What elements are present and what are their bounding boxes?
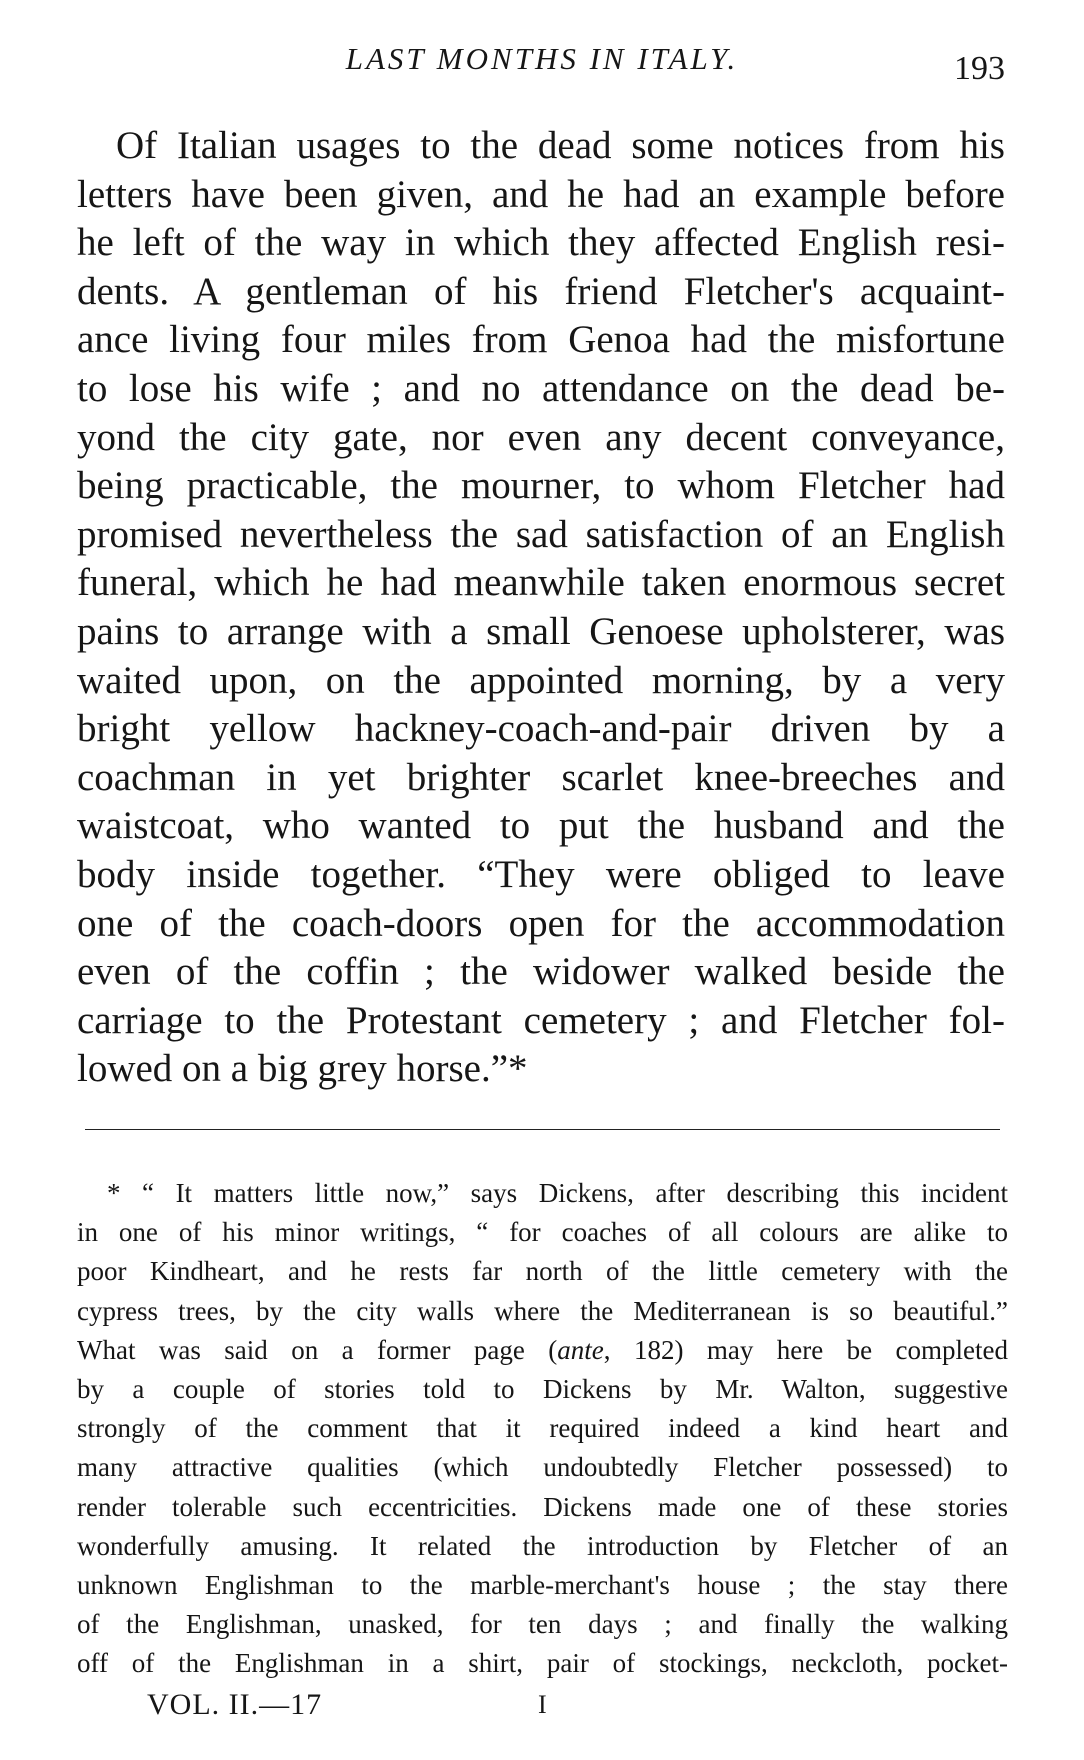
body-line: yond the city gate, nor even any decent conveyance,: [77, 415, 1005, 459]
footnote-line: * “ It matters little now,” says Dickens, after describing this incident: [107, 1178, 1008, 1208]
body-line: body inside together. “They were obliged to leave: [77, 852, 1005, 896]
body-line: promised nevertheless the sad satisfaction of an English: [77, 512, 1005, 556]
footnote-text: , 182) may here be completed: [603, 1334, 1008, 1365]
body-line: pains to arrange with a small Genoese upholsterer, was: [77, 609, 1005, 653]
body-line: one of the coach-doors open for the accommodation: [77, 901, 1005, 945]
footnote-line: cypress trees, by the city walls where the Mediterranean is so beautiful.”: [77, 1295, 1008, 1326]
body-line: to lose his wife ; and no attendance on the dead be-: [77, 366, 1005, 410]
footnote: [77, 1174, 1008, 1683]
body-line: letters have been given, and he had an example before: [77, 172, 1005, 216]
footnote-line: [77, 1331, 1008, 1370]
body-line: funeral, which he had meanwhile taken enormous secret: [77, 561, 1005, 605]
italic-reference: ante: [557, 1334, 604, 1365]
running-head: LAST MONTHS IN ITALY.: [345, 41, 739, 76]
body-line: bright yellow hackney-coach-and-pair driven by a: [77, 707, 1005, 751]
footnote-separator: [85, 1129, 1000, 1130]
body-paragraph: [77, 122, 1005, 1094]
volume-signature: VOL. II.—17: [147, 1688, 323, 1721]
body-line: being practicable, the mourner, to whom Fletcher had: [77, 464, 1005, 508]
footnote-line: unknown Englishman to the marble-merchant's house ; the stay there: [77, 1569, 1008, 1600]
body-line: Of Italian usages to the dead some notices from his: [116, 124, 1005, 167]
body-line: carriage to the Protestant cemetery ; and Fletcher fol-: [77, 998, 1005, 1042]
body-line: lowed on a big grey horse.”*: [77, 1047, 528, 1091]
footnote-line: poor Kindheart, and he rests far north of the little cemetery with the: [77, 1256, 1008, 1287]
signature-mark: I: [538, 1690, 547, 1719]
footnote-text: What was said on a former page (: [77, 1334, 558, 1365]
footnote-line: off of the Englishman in a shirt, pair of stockings, neckcloth, pocket-: [77, 1648, 1008, 1679]
footnote-line: of the Englishman, unasked, for ten days ; and finally the walking: [77, 1609, 1008, 1640]
footnote-line: render tolerable such eccentricities. Dickens made one of these stories: [77, 1491, 1008, 1522]
body-line: waistcoat, who wanted to put the husband and the: [77, 804, 1005, 848]
footnote-line: strongly of the comment that it required indeed a kind heart and: [77, 1413, 1008, 1444]
body-line: waited upon, on the appointed morning, by a very: [77, 658, 1005, 702]
footnote-line: many attractive qualities (which undoubtedly Fletcher possessed) to: [77, 1452, 1008, 1483]
footnote-line: by a couple of stories told to Dickens by Mr. Walton, suggestive: [77, 1373, 1008, 1404]
body-line: coachman in yet brighter scarlet knee-breeches and: [77, 755, 1005, 799]
body-line: he left of the way in which they affected English resi-: [77, 221, 1005, 265]
footnote-line: in one of his minor writings, “ for coaches of all colours are alike to: [77, 1217, 1008, 1248]
body-line: ance living four miles from Genoa had the misfortune: [77, 318, 1005, 362]
body-line: even of the coffin ; the widower walked beside the: [77, 950, 1005, 994]
body-line: dents. A gentleman of his friend Fletcher's acquaint-: [77, 269, 1005, 313]
footnote-line: wonderfully amusing. It related the introduction by Fletcher of an: [77, 1530, 1008, 1561]
page-number: 193: [954, 50, 1005, 87]
